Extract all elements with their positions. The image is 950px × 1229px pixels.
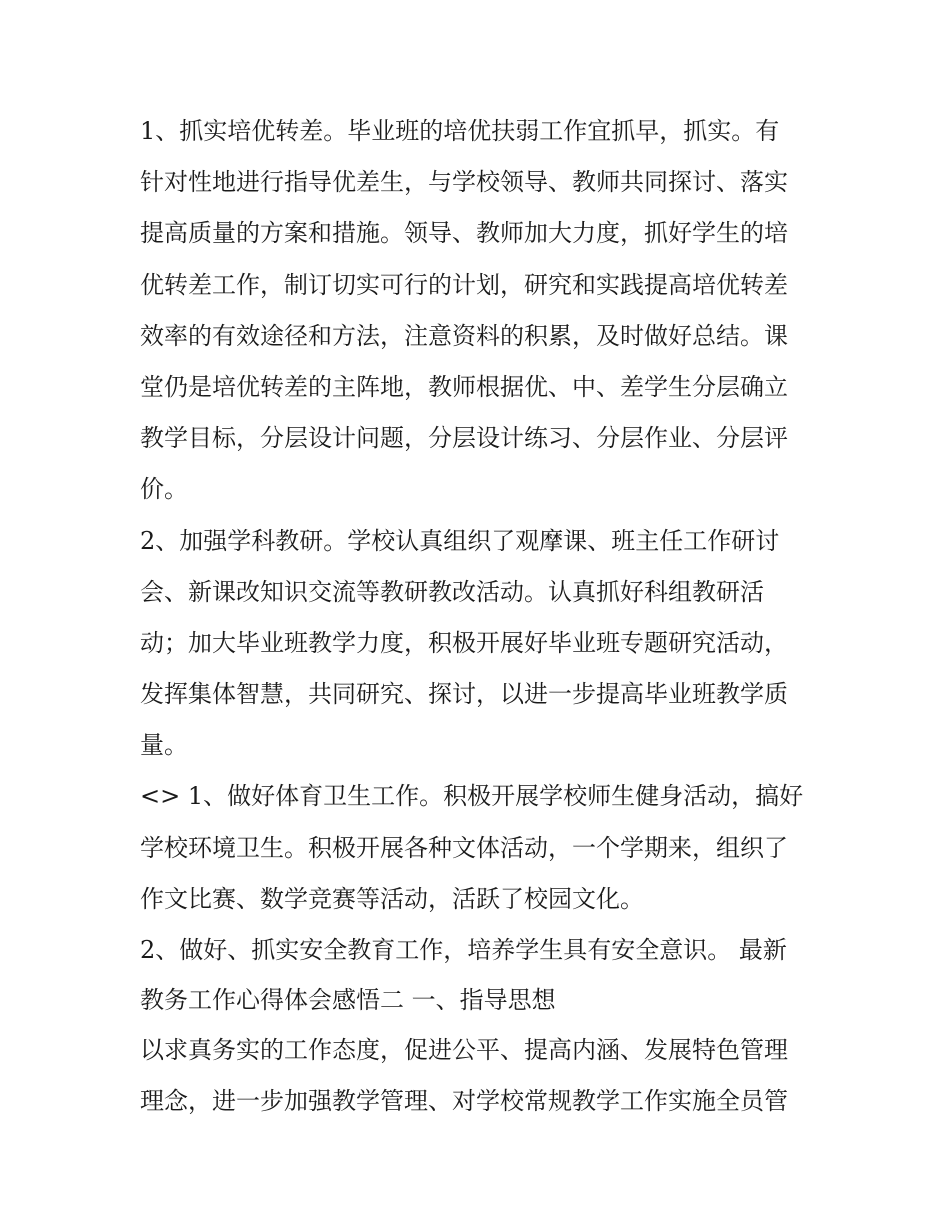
- text-line: 以求真务实的工作态度，促进公平、提高内涵、发展特色管理: [140, 1036, 788, 1065]
- text-line: 2、做好、抓实安全教育工作，培养学生具有安全意识。 最新: [140, 936, 787, 964]
- text-line: 堂仍是培优转差的主阵地，教师根据优、中、差学生分层确立: [140, 372, 788, 401]
- text-line: 发挥集体智慧，共同研究、探讨，以进一步提高毕业班教学质: [140, 680, 788, 709]
- text-line: <> 1、做好体育卫生工作。积极开展学校师生健身活动，搞好: [140, 782, 804, 811]
- text-line: 2、加强学科教研。学校认真组织了观摩课、班主任工作研讨: [140, 526, 780, 555]
- text-line: 作文比赛、数学竞赛等活动，活跃了校园文化。: [140, 884, 644, 913]
- text-line: 针对性地进行指导优差生，与学校领导、教师共同探讨、落实: [140, 168, 788, 197]
- text-line: 价。: [140, 475, 188, 504]
- text-line: 效率的有效途径和方法，注意资料的积累，及时做好总结。课: [140, 321, 788, 350]
- document-body: [140, 106, 815, 1128]
- text-line: 教学目标，分层设计问题，分层设计练习、分层作业、分层评: [140, 424, 788, 453]
- text-line: 动；加大毕业班教学力度，积极开展好毕业班专题研究活动，: [140, 628, 788, 657]
- text-line: 学校环境卫生。积极开展各种文体活动，一个学期来，组织了: [140, 833, 788, 862]
- text-line: 理念，进一步加强教学管理、对学校常规教学工作实施全员管: [140, 1087, 788, 1116]
- text-line: 1、抓实培优转差。毕业班的培优扶弱工作宜抓早，抓实。有: [140, 117, 780, 145]
- text-line: 教务工作心得体会感悟二 一、指导思想: [140, 986, 556, 1015]
- text-line: 提高质量的方案和措施。领导、教师加大力度，抓好学生的培: [140, 219, 788, 248]
- text-line: 量。: [140, 731, 188, 760]
- text-line: 优转差工作，制订切实可行的计划，研究和实践提高培优转差: [140, 270, 788, 299]
- text-line: 会、新课改知识交流等教研教改活动。认真抓好科组教研活: [140, 577, 764, 606]
